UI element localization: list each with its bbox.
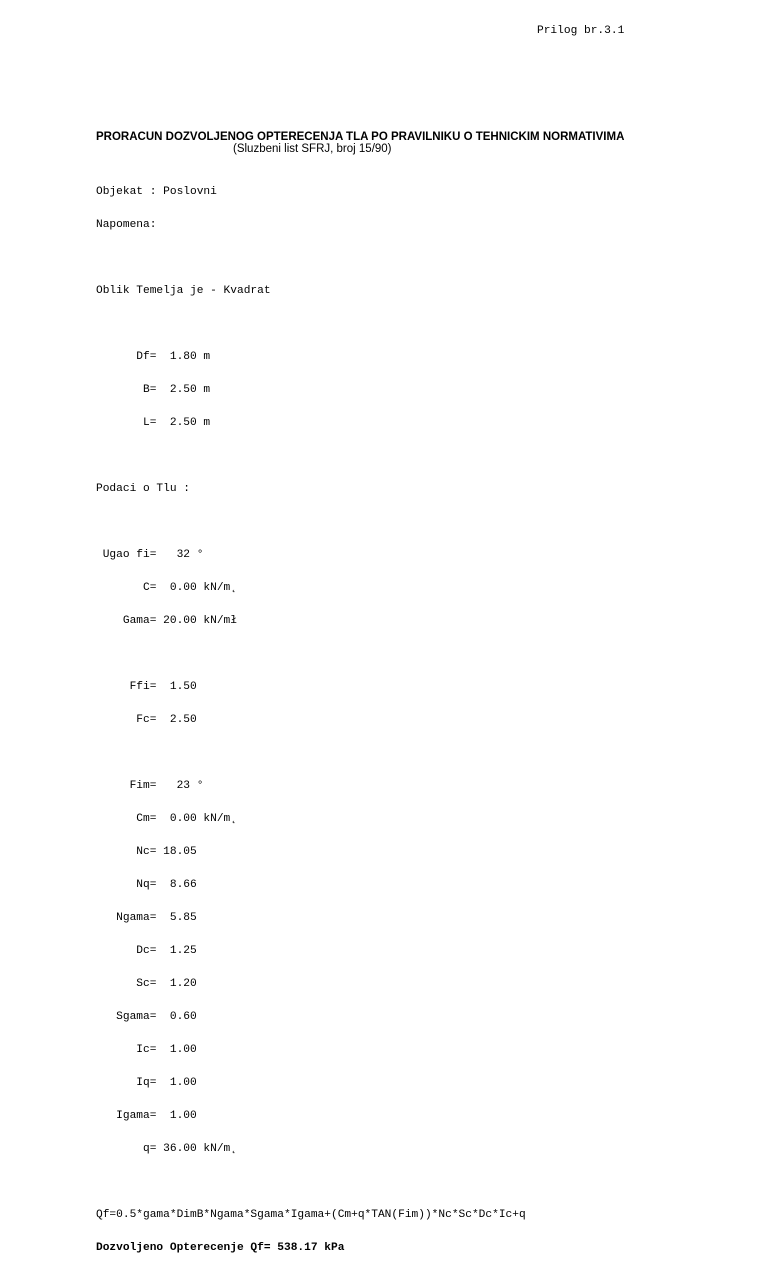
formula-line: Qf=0.5*gama*DimB*Ngama*Sgama*Igama+(Cm+q*TAN(Fim))*Nc*Sc*Dc*Ic+q bbox=[96, 1209, 526, 1221]
attachment-label: Prilog br.3.1 bbox=[537, 25, 625, 37]
text-line: Podaci o Tlu : bbox=[96, 483, 190, 495]
text-line: Df= 1.80 m bbox=[96, 351, 211, 363]
text-line: L= 2.50 m bbox=[96, 417, 211, 429]
text-line bbox=[96, 748, 526, 759]
text-line: Ngama= 5.85 bbox=[96, 912, 197, 924]
text-line: Nq= 8.66 bbox=[96, 879, 197, 891]
calculation-body bbox=[96, 165, 526, 1265]
text-line: B= 2.50 m bbox=[96, 384, 211, 396]
text-line: C= 0.00 kN/m˛ bbox=[96, 582, 237, 594]
text-line: Ic= 1.00 bbox=[96, 1044, 197, 1056]
text-line: Sc= 1.20 bbox=[96, 978, 197, 990]
text-line: Cm= 0.00 kN/m˛ bbox=[96, 813, 237, 825]
text-line bbox=[96, 319, 526, 330]
text-line: Dc= 1.25 bbox=[96, 945, 197, 957]
text-line: Oblik Temelja je - Kvadrat bbox=[96, 285, 271, 297]
text-line: Nc= 18.05 bbox=[96, 846, 197, 858]
text-line bbox=[96, 1177, 526, 1188]
text-line: Fc= 2.50 bbox=[96, 714, 197, 726]
text-line: Gama= 20.00 kN/mł bbox=[96, 615, 237, 627]
text-line: Objekat : Poslovni bbox=[96, 186, 217, 198]
text-line: Ffi= 1.50 bbox=[96, 681, 197, 693]
text-line: Iq= 1.00 bbox=[96, 1077, 197, 1089]
text-line: Napomena: bbox=[96, 219, 157, 231]
text-line bbox=[96, 517, 526, 528]
text-line bbox=[96, 451, 526, 462]
text-line: Igama= 1.00 bbox=[96, 1110, 197, 1122]
document-title: PRORACUN DOZVOLJENOG OPTERECENJA TLA PO PRAVILNIKU O TEHNICKIM NORMATIVIMA bbox=[96, 131, 625, 143]
text-line: Fim= 23 ° bbox=[96, 780, 204, 792]
document-subtitle: (Sluzbeni list SFRJ, broj 15/90) bbox=[233, 143, 392, 155]
text-line: q= 36.00 kN/m˛ bbox=[96, 1143, 237, 1155]
text-line: Ugao fi= 32 ° bbox=[96, 549, 204, 561]
text-line bbox=[96, 649, 526, 660]
result-line: Dozvoljeno Opterecenje Qf= 538.17 kPa bbox=[96, 1242, 345, 1254]
text-line bbox=[96, 253, 526, 264]
text-line: Sgama= 0.60 bbox=[96, 1011, 197, 1023]
